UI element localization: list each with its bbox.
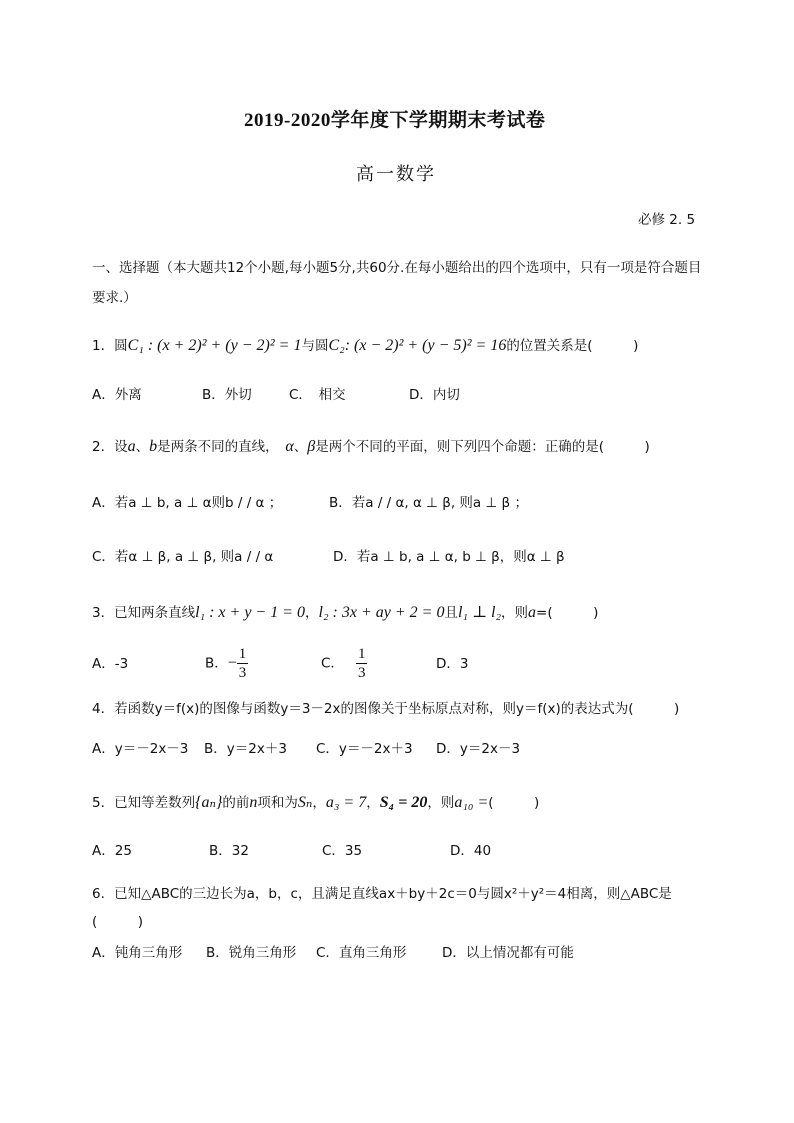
option-c (321, 645, 367, 682)
option-a: A．25 (92, 843, 132, 859)
question-number: 4． (92, 701, 115, 717)
option-b: B．若a / / α, α ⊥ β, 则a ⊥ β ； (329, 495, 528, 511)
stem-text: 设 (114, 439, 128, 455)
stem-text: 的前 (222, 795, 250, 811)
math-expression: C₂: (x − 2)² + (y − 5)² = 16 (328, 337, 507, 354)
math-symbol: n (249, 794, 258, 811)
option-c: C． 相交 (289, 387, 346, 403)
stem-text: ，则 (427, 795, 455, 811)
math-expression: {aₙ} (195, 794, 223, 811)
math-symbol: b (149, 438, 158, 455)
minus-sign: − (227, 654, 237, 672)
question-number: 1． (92, 338, 115, 354)
stem-text: ( ) (488, 795, 540, 811)
stem-text: ， (366, 795, 380, 811)
option-c: C．35 (322, 843, 363, 859)
question-number: 3． (92, 605, 115, 621)
stem-text: 项和为 (257, 795, 298, 811)
section-heading: 一、选择题（本大题共12个小题,每小题5分,共60分.在每小题给出的四个选项中，只有一项是符合题目要求.） (92, 260, 702, 306)
option-d: D．内切 (409, 387, 460, 403)
stem-text: 已知等差数列 (114, 795, 196, 811)
stem-text: 已知两条直线 (114, 605, 196, 621)
option-b (205, 645, 248, 682)
option-a: A．y＝－2x－3 (92, 741, 189, 757)
math-expression: a₁₀ = (454, 794, 489, 811)
question-3 (92, 601, 598, 622)
stem-text: =( ) (536, 605, 599, 621)
question-6 (92, 880, 704, 936)
math-expression: a₃ = 7 (325, 794, 367, 811)
math-expression: C₁ : (x + 2)² + (y − 2)² = 1 (127, 337, 302, 354)
option-d: D．若a ⊥ b, a ⊥ α, b ⊥ β，则α ⊥ β (333, 549, 565, 565)
math-symbol: a (127, 438, 136, 455)
stem-text: 的位置关系是( ) (506, 338, 639, 354)
option-a: A．钝角三角形 (92, 945, 183, 961)
fraction-denominator: 3 (238, 665, 247, 681)
fraction-denominator: 3 (357, 665, 366, 681)
math-expression: l₂ : 3x + ay + 2 = 0 (318, 604, 445, 621)
stem-text: ，则 (501, 605, 529, 621)
option-b: B．锐角三角形 (206, 945, 297, 961)
stem-text: 与圆 (301, 338, 329, 354)
exam-subtitle: 高一数学 (356, 164, 436, 184)
exam-scope: 必修 2. 5 (638, 212, 696, 228)
stem-text: 是两条不同的直线， (157, 439, 286, 455)
math-expression: S₄ = 20 (379, 794, 428, 811)
option-b: B．32 (209, 843, 249, 859)
stem-text: 是两个不同的平面，则下列四个命题：正确的是( ) (315, 439, 650, 455)
math-expression: l₁ : x + y − 1 = 0 (195, 604, 306, 621)
stem-text: ， (312, 795, 326, 811)
option-a: A．外离 (92, 387, 142, 403)
question-5 (92, 791, 539, 812)
stem-text: 、 (135, 439, 150, 455)
math-symbol: a (528, 604, 537, 621)
math-expression: Sₙ (297, 794, 313, 811)
question-4 (92, 699, 679, 719)
stem-text: ， (305, 605, 319, 621)
stem-text: 圆 (114, 338, 128, 354)
option-label: C． (321, 655, 344, 672)
fraction (356, 645, 368, 682)
fraction-numerator: 1 (238, 646, 247, 662)
math-symbol: β (307, 438, 316, 455)
option-a: A．若a ⊥ b, a ⊥ α则b / / α ； (92, 495, 283, 511)
fraction (237, 645, 249, 682)
option-d: D．y＝2x－3 (436, 741, 521, 757)
stem-text: 、 (293, 439, 308, 455)
option-d: D．40 (450, 843, 492, 859)
question-number: 2． (92, 439, 115, 455)
option-d: D．3 (436, 656, 469, 672)
option-b: B．y＝2x＋3 (204, 741, 287, 757)
option-d: D．以上情况都有可能 (442, 945, 574, 961)
question-2 (92, 435, 650, 456)
option-c: C．若α ⊥ β, a ⊥ β, 则a / / α (92, 549, 274, 565)
option-c: C．y＝－2x＋3 (316, 741, 413, 757)
question-number: 5． (92, 795, 115, 811)
fraction-numerator: 1 (357, 646, 366, 662)
math-symbol: α (285, 438, 294, 455)
option-label: B． (205, 655, 228, 672)
stem-text: 若函数y＝f(x)的图像与函数y＝3－2x的图像关于坐标原点对称，则y＝f(x)的表达式为( ) (114, 701, 680, 717)
stem-text: 已知△ABC的三边长为a，b，c，且满足直线ax＋by＋2c＝0与圆x²＋y²＝4相离，则△ABC是( ) (92, 886, 672, 930)
question-1 (92, 334, 638, 355)
option-c: C．直角三角形 (316, 945, 407, 961)
option-b: B．外切 (202, 387, 252, 403)
exam-title: 2019-2020学年度下学期期末考试卷 (244, 110, 546, 131)
option-a: A．-3 (92, 656, 129, 672)
math-expression: l₁ ⊥ l₂ (457, 604, 502, 621)
stem-text: 且 (444, 605, 458, 621)
question-number: 6． (92, 886, 115, 902)
